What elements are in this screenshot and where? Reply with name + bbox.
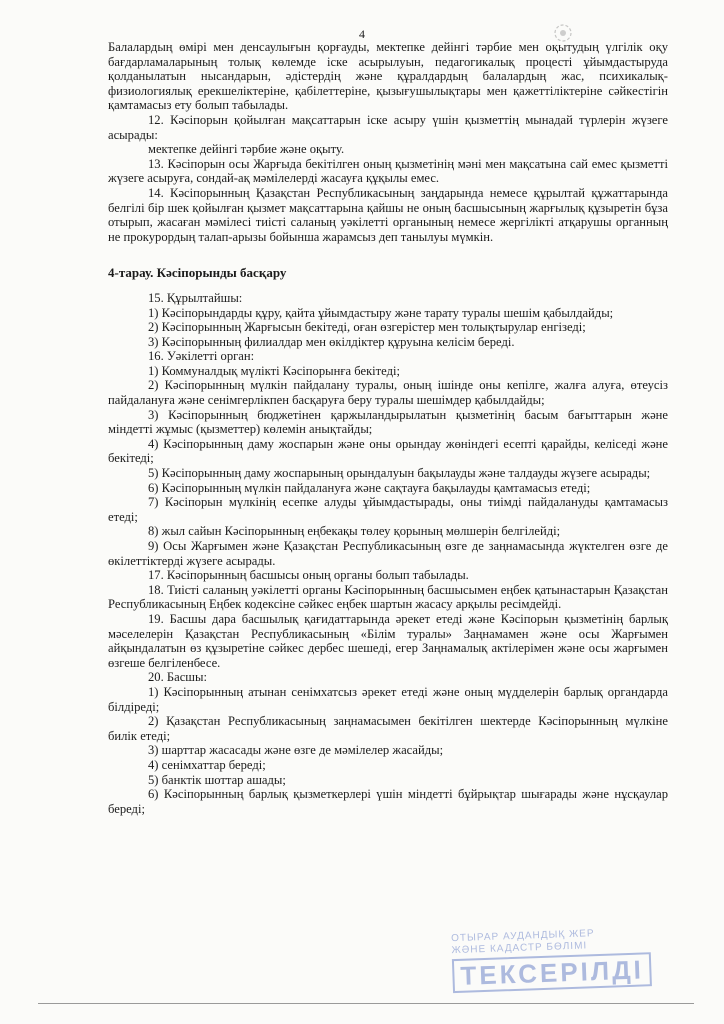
list-item: 6) Кәсіпорынның барлық қызметкерлері үшін міндетті бұйрықтар шығарады және нұсқаулар береді; (108, 787, 668, 816)
list-item: 19. Басшы дара басшылық қағидаттарында әрекет етеді және Кәсіпорын қызметінің барлық мәселелерін Қазақстан Республикасының «Білім туралы» Заңнамамен және осы Жарғымен айқындалатын өз құзыретіне сәйкес дербес шешеді, егер Заңнамалық актілерімен және осы жарғымен өзгеше белгіленбесе. (108, 611, 668, 670)
document-body (108, 40, 668, 816)
stamp-line-2: ЖӘНЕ КАДАСТР БӨЛІМІ (451, 940, 588, 957)
chapter-title: 4-тарау. Кәсіпорынды басқару (108, 265, 287, 281)
list-item: 2) Кәсіпорынның Жарғысын бекітеді, оған өзгерістер мен толықтырулар енгізеді; (148, 320, 586, 335)
list-item: 16. Уәкілетті орган: (148, 349, 255, 364)
list-item: 5) банктік шоттар ашады; (148, 772, 286, 787)
stamp-verified-label: ТЕКСЕРІЛДІ (452, 952, 653, 993)
list-item: 4) сенімхаттар береді; (148, 757, 266, 772)
verification-stamp (450, 927, 645, 995)
list-item: 4) Кәсіпорынның даму жоспарын және оны орындау жөніндегі есепті қарайды, келіседі және бекітеді; (108, 436, 668, 466)
page-bottom-rule (38, 1003, 694, 1004)
paragraph-12: 12. Кәсіпорын қойылған мақсаттарын іске асыру үшін қызметтің мынадай түрлерін жүзеге асырады: (108, 112, 668, 142)
paragraph-14: 14. Кәсіпорынның Қазақстан Республикасының заңдарында немесе құрылтай құжаттарында белгілі бір шек қойылған қызмет мақсаттарына қайшы не оның басшысының жарғылық құзыретін бұза отырып, жасаған мәмілесі тиісті саланың уәкілетті органының немесе жергілікті атқарушы органның не прокурордың талап-арызы бойынша жарамсыз деп танылуы мүмкін. (108, 185, 668, 244)
list-item: 2) Қазақстан Республикасының заңнамасымен бекітілген шектерде Кәсіпорынның мүлкіне билік етеді; (108, 714, 668, 743)
paragraph-intro-continuation: Балалардың өмірі мен денсаулығын қорғауды, мектепке дейінгі тәрбие мен оқытудың үлгілік оқу бағдарламаларының толық көлемде іске асырылуын, педагогикалық процесті ұйымдастыруда қолданылатын нысандарын, әдістердің және құралдардың балалардың жас, психикалық-физиологиялық ерекшеліктеріне, қабілеттеріне, қызығушылықтары мен қажеттіліктеріне сәйкестігін қамтамасыз ету болып табылады. (108, 40, 668, 113)
list-item: 8) жыл сайын Кәсіпорынның еңбекақы төлеу қорының мөлшерін белгілейді; (148, 524, 561, 539)
page-number: 4 (359, 27, 365, 41)
list-item: 3) Кәсіпорынның бюджетінен қаржыландырылатын қызметінің басым бағыттарын және міндетті жұмыс (қызметтер) көлемін анықтайды; (108, 407, 668, 437)
list-item: 20. Басшы: (148, 670, 207, 685)
list-item: 7) Кәсіпорын мүлкінің есепке алуды ұйымдастырады, оны тиімді пайдалануды қамтамасыз етеді; (108, 495, 668, 524)
list-item: 15. Құрылтайшы: (148, 290, 243, 305)
paragraph-13: 13. Кәсіпорын осы Жарғыда бекітілген оның қызметінің мәні мен мақсатына сай емес қызметті жүзеге асыруға, сондай-ақ мәмілелерді жасауға құқылы емес. (108, 156, 668, 186)
list-item: 9) Осы Жарғымен және Қазақстан Республикасының өзге де заңнамасында жүктелген өзге де өкілеттіктерді жүзеге асырады. (108, 539, 668, 568)
list-item: 1) Коммуналдық мүлікті Кәсіпорынға бекітеді; (148, 363, 401, 378)
list-item: 2) Кәсіпорынның мүлкін пайдалану туралы, оның ішінде оны кепілге, жалға алуға, өтеусіз пайдалануға және сенімгерлікпен басқаруға беру туралы шешімдер қабылдайды; (108, 378, 668, 408)
list-item: 3) шарттар жасасады және өзге де мәмілелер жасайды; (148, 743, 444, 758)
list-item: 18. Тиісті саланың уәкілетті органы Кәсіпорынның басшысымен еңбек қатынастарын Қазақстан Республикасының Еңбек кодексіне сәйкес еңбек шартын жасасу арқылы ресімдейді. (108, 582, 668, 612)
paragraph-activity-type: мектепке дейінгі тәрбие және оқыту. (148, 142, 345, 157)
list-item: 6) Кәсіпорынның мүлкін пайдалануға және сақтауға бақылауды қамтамасыз етеді; (148, 480, 591, 495)
list-item: 5) Кәсіпорынның даму жоспарының орындалуын бақылауды және талдауды жүзеге асырады; (148, 466, 651, 481)
list-item: 3) Кәсіпорынның филиалдар мен өкілдіктер құруына келісім береді. (148, 334, 515, 349)
stamp-line-1: ОТЫРАР АУДАНДЫҚ ЖЕР (450, 928, 595, 945)
list-item: 17. Кәсіпорынның басшысы оның органы болып табылады. (148, 568, 469, 583)
list-item: 1) Кәсіпорындарды құру, қайта ұйымдастыру және тарату туралы шешім қабылдайды; (148, 305, 614, 320)
list-item: 1) Кәсіпорынның атынан сенімхатсыз әрекет етеді және оның мүдделерін барлық органдарда білдіреді; (108, 684, 668, 714)
